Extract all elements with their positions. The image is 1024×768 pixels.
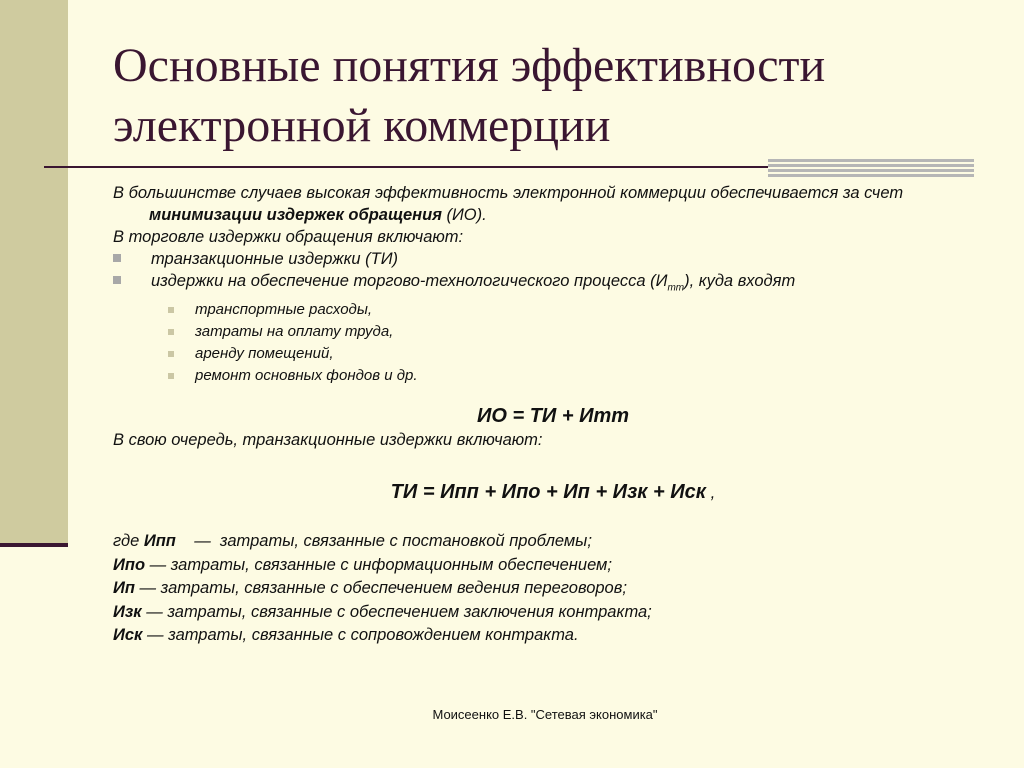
left-decorative-bar [0,0,68,545]
definition-desc: — затраты, связанные с сопровождением контракта. [142,626,579,645]
square-bullet-icon [168,351,174,357]
square-bullet-icon [168,329,174,335]
definition-desc: — затраты, связанные с обеспечением заключения контракта; [141,602,652,621]
intro-text: В большинстве случаев высокая эффективность электронной коммерции обеспечивается за счет [113,184,904,202]
subbullet-item [113,321,993,343]
definition-term: Ипп [143,532,176,551]
slide-footer: Моисеенко Е.В. "Сетевая экономика" [432,707,658,722]
definition-item [113,554,993,578]
includes-heading: В торговле издержки обращения включают: [113,228,464,246]
bullet-text: издержки на обеспечение торгово-технологического процесса (И [151,272,668,290]
definitions-list [113,530,993,648]
definition-term: Ип [113,579,135,598]
subbullet-item [113,343,993,365]
definition-term: Иск [113,626,143,645]
formula-ti [113,479,993,506]
bullet-text: транзакционные издержки (ТИ) [151,250,399,268]
intro-paragraph [113,182,993,226]
subbullet-text: ремонт основных фондов и др. [195,367,418,385]
definition-item [113,577,993,601]
subbullet-text: аренду помещений, [195,345,334,363]
subscript: тт [667,282,685,294]
subbullet-text: затраты на оплату труда, [195,323,394,341]
slide-title [113,36,993,156]
title-line-2: электронной коммерции [113,99,611,152]
intro-emphasis: минимизации издержек обращения [149,206,442,224]
subbullet-item [113,365,993,387]
slide-body [113,182,993,648]
square-bullet-icon [113,254,121,262]
definition-desc: — затраты, связанные с информационным обеспечением; [145,555,612,574]
intro-text-end: (ИО). [441,206,487,224]
formula-io: ИО = ТИ + Итт [476,405,630,428]
square-bullet-icon [113,276,121,284]
square-bullet-icon [168,307,174,313]
definition-prefix: где [113,532,144,551]
definition-term: Ипо [113,555,146,574]
subbullet-item [113,299,993,321]
formula-ti-text: ТИ = Ипп + Ипо + Ип + Изк + Иск [390,481,706,504]
subbullet-text: транспортные расходы, [195,301,373,319]
bullet-process [113,270,993,299]
formula-comma: , [705,483,716,503]
left-bar-underline [0,543,68,547]
title-divider-accent [768,159,974,177]
transaction-heading: В свою очередь, транзакционные издержки включают: [113,431,543,450]
definition-item [113,601,993,625]
title-line-1: Основные понятия эффективности [113,39,826,92]
square-bullet-icon [168,373,174,379]
bullet-transaction [113,248,993,270]
definition-item [113,624,993,648]
definition-term: Изк [113,602,142,621]
bullet-text-end: ), куда входят [684,272,796,290]
definition-desc: — затраты, связанные с обеспечением ведения переговоров; [134,579,627,598]
definition-item [113,530,993,554]
definition-desc: — затраты, связанные с постановкой проблемы; [175,532,592,551]
